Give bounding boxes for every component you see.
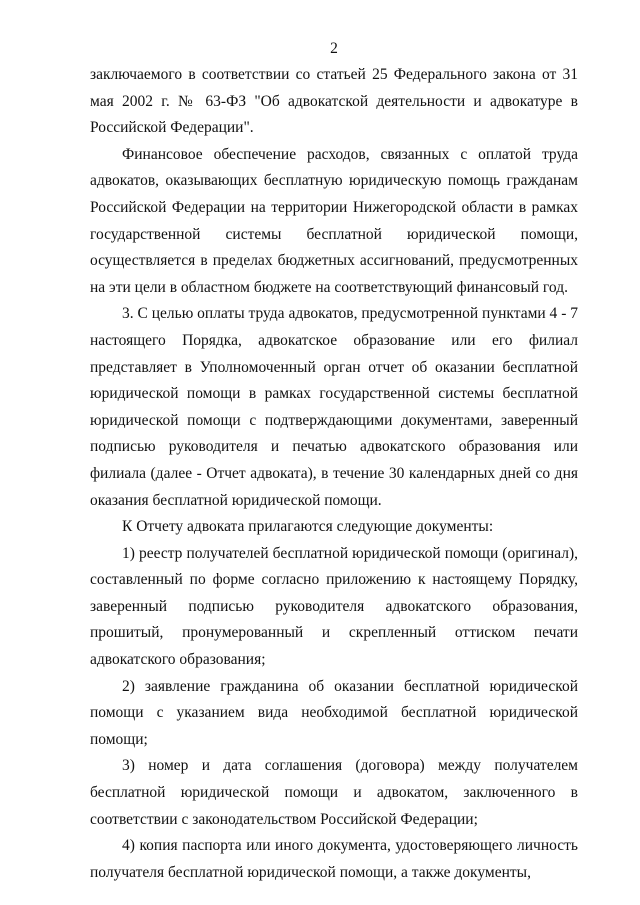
paragraph-attachment-1: 1) реестр получателей бесплатной юридической помощи (оригинал), составленный по форме согласно приложению к настоящему Порядку, заверенный подписью руководителя адвокатского образования, прошитый, пронумерованный и скрепленный оттиском печати адвокатского образования;: [90, 544, 578, 669]
paragraph-financing: Финансовое обеспечение расходов, связанных с оплатой труда адвокатов, оказывающих бесплатную юридическую помощь гражданам Российской Федерации на территории Нижегородской области в рамках государственной системы бесплатной юридической помощи, осуществляется в пределах бюджетных ассигнований, предусмотренных на эти цели в областном бюджете на соответствующий финансовый год.: [90, 145, 578, 296]
document-page: [90, 38, 578, 886]
paragraph-continuation: заключаемого в соответствии со статьей 25 Федерального закона от 31 мая 2002 г. № 63-ФЗ "Об адвокатской деятельности и адвокатуре в Российской Федерации".: [90, 66, 578, 137]
paragraph-attachments-intro: К Отчету адвоката прилагаются следующие документы:: [122, 518, 494, 536]
paragraph-attachment-2: 2) заявление гражданина об оказании бесплатной юридической помощи с указанием вида необходимой бесплатной юридической помощи;: [90, 677, 578, 748]
paragraph-attachment-3: 3) номер и дата соглашения (договора) между получателем бесплатной юридической помощи и адвокатом, заключенного в соответствии с законодательством Российской Федерации;: [90, 757, 578, 828]
page-number: 2: [330, 40, 338, 57]
paragraph-attachment-4: 4) копия паспорта или иного документа, удостоверяющего личность получателя бесплатной юридической помощи, а также документы,: [90, 837, 578, 881]
paragraph-item-3: 3. С целью оплаты труда адвокатов, предусмотренной пунктами 4 - 7 настоящего Порядка, адвокатское образование или его филиал представляет в Уполномоченный орган отчет об оказании бесплатной юридической помощи в рамках государственной системы бесплатной юридической помощи с подтверждающими документами, заверенный подписью руководителя и печатью адвокатского образования или филиала (далее - Отчет адвоката), в течение 30 календарных дней со дня оказания бесплатной юридической помощи.: [90, 305, 578, 509]
